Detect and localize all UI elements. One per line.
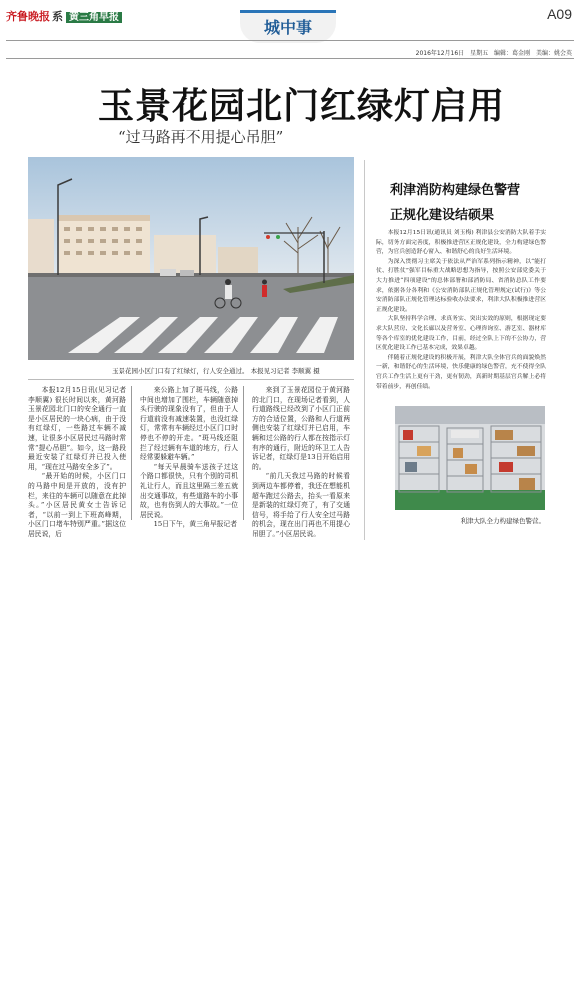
paragraph: 为深入贯彻习主席关于依法从严治军系列指示精神，以“能打仗、打胜仗”强军目标重大战略思想为指导，按照公安部党委关于大力推进“四项建设”的总体部署和部消防局、省消防总队工作要求，依据各分各利和《公安消防部队正规化管理规定(试行)》等公安消防部队正规化管理达标验收办法要求，利津大队积极推进营区正规化建设。 [376, 258, 546, 313]
edition-badge: 黄三角早报 [66, 12, 122, 23]
lead-column-3 [252, 386, 350, 540]
lead-column-1 [28, 386, 126, 540]
paragraph: “每天早晨骑车送孩子过这个路口都很快，只有个别的司机礼让行人，而且这里隔三差五就出交通事故，有些道路车的小事故，也有伤到人的大事故。”一位居民说。 [140, 462, 238, 519]
header-divider [6, 40, 574, 41]
paragraph: 伴随着正规化建设的积极开展，利津大队全体官兵的面貌焕然一新，和谐舒心的生活环境，快乐健康的绿色警营，充不使得全队官兵工作生活上更有干劲，更有韧劲，真新时期基层官兵解上必将带着前步，再创佳绩。 [376, 354, 546, 390]
page-meta [416, 48, 572, 57]
brand-name: 齐鲁晚报 [6, 10, 50, 23]
section-tab [240, 10, 336, 43]
paragraph: 大队坚持科学合理、求真务实、突出实效的原则，根据现定要求大队营房、文化长廊以及营务室、心理咨询室、游艺室、器材库等各个库室的优化建设工作，目前，经过全队上下的不公协力，营区优化建设工作已基本完成，效果卓越。 [376, 316, 546, 352]
page-number: A09 [547, 6, 572, 22]
caption-divider [28, 379, 354, 380]
brand-suffix: 系 [52, 10, 63, 23]
column-divider [243, 386, 244, 520]
side-photo-caption: 利津大队全力构建绿色警营。 [460, 517, 545, 525]
meta-divider [6, 58, 574, 59]
lead-column-2 [140, 386, 238, 530]
issue-weekday: 星期五 [470, 50, 489, 57]
crosswalk-photo-illustration [28, 157, 354, 360]
section-title: 城中事 [263, 18, 312, 37]
paragraph: 来到了玉景花园位于黄河路的北门口，在现场记者看到，人行道路线已经改到了小区门正前方的合适位置，公路和人行道两侧也安装了红绿灯并已启用，车辆和过公路的行人都在按指示灯有序的通行，附近的环卫工人告诉记者，红绿灯是13日开始启用的。 [252, 386, 350, 471]
lead-photo [28, 157, 354, 360]
side-body [376, 229, 546, 392]
storeroom-photo-illustration [395, 406, 545, 510]
masthead-brand [6, 8, 122, 24]
lead-photo-caption: 玉景花园小区门口有了红绿灯，行人安全通过。 本报见习记者 李顺翼 摄 [112, 367, 320, 375]
lead-headline: 玉景花园北门红绿灯启用 [98, 86, 506, 127]
side-headline-line-1: 利津消防构建绿色警营 [390, 183, 521, 198]
side-headline [390, 178, 520, 228]
paragraph: 来公路上加了斑马线，公路中间也增加了围栏，车辆随意掉头行驶的现象没有了，但由于人行道前没有减速装置，也没红绿灯，常常有车辆经过小区门口时停也不停的开走。“斑马线还阻拦了经过辆有车道的地方，行人经常要躲避车辆。” [140, 386, 238, 462]
issue-date: 2016年12月16日 [415, 50, 465, 57]
column-divider [131, 386, 132, 520]
lead-subhead: “过马路再不用提心吊胆” [118, 128, 284, 146]
story-divider [364, 160, 365, 540]
editor-credit: 编辑：葛金刚 [494, 50, 531, 57]
side-photo [395, 406, 545, 510]
paragraph: “前几天我过马路的时候看到两边车都停着，我还在想能机超车跑过公路去，抬头一看原来是新装的红绿灯亮了，有了交通信号，将手给了行人安全过马路的机会，现在出门再也不用提心吊胆了。”小区居民说。 [252, 472, 350, 538]
paragraph: 本报12月15日讯(见习记者 李顺翼) 很长时间以来，黄河路玉景花园北门口的安全通行一直是小区居民的一块心病，由于没有红绿灯，一些路过车辆不减速，让很多小区居民过马路时常常“提心吊胆”。如今，这一路段最近安装了红绿灯并已投入使用，“现在过马路安全多了”。 [28, 386, 126, 471]
paragraph: “最开始的时候，小区门口的马路中间是开放的，没有护栏，来往的车辆可以随意在此掉头。”小区居民黄女士告诉记者，“以前一到上下班高峰期，小区门口堵车特别严重。”据这位居民说，后 [28, 472, 126, 538]
designer-credit: 美编：姚会英 [535, 50, 572, 57]
paragraph: 15日下午，黄三角早报记者 [153, 520, 238, 529]
paragraph: 本报12月15日讯(通讯员 刘玉梅) 利津县公安消防大队着手实际，切务方面完善度，积极推进营区正规化建设，全力构建绿色警营，为官兵创造舒心窗入、和谐舒心的良好生活环境。 [376, 230, 546, 256]
side-headline-line-2: 正规化建设结硕果 [390, 208, 495, 223]
